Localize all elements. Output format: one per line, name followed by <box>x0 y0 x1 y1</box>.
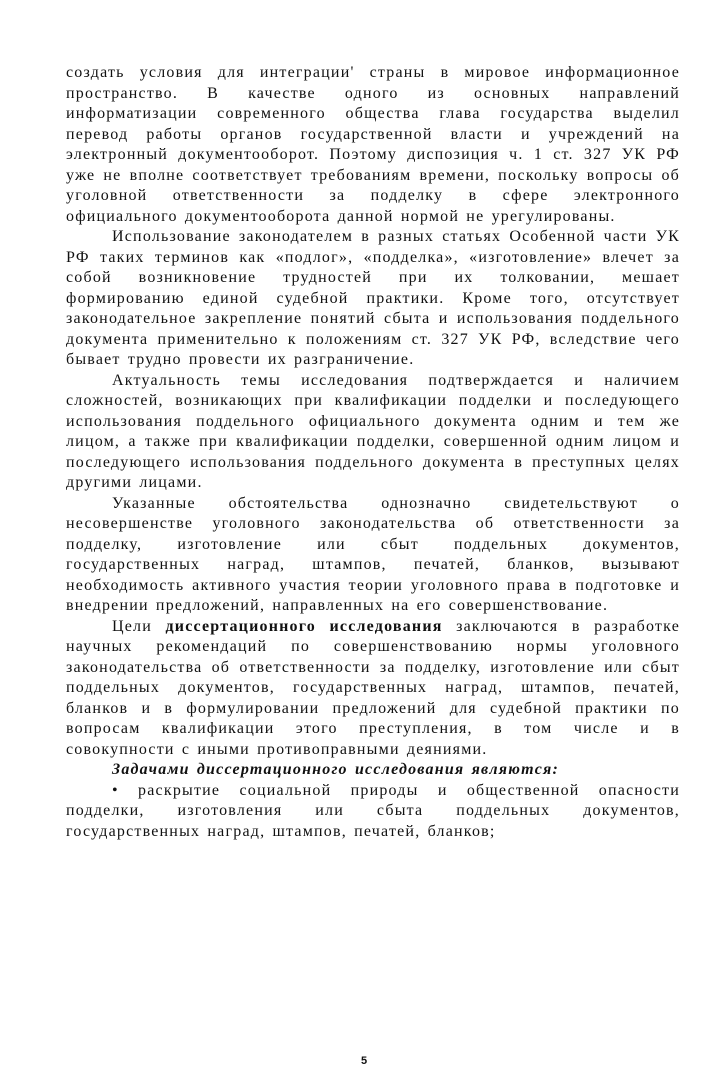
task-item-1: • раскрытие социальной природы и общественной опасности подделки, изготовления или сбыта поддельных документов, государственных наград, штампов, печатей, бланков; <box>66 781 680 840</box>
document-page <box>66 63 680 842</box>
paragraph-2: Использование законодателем в разных статьях Особенной части УК РФ таких терминов как «подлог», «подделка», «изготовление» влечет за собой возникновение трудностей при их толковании, мешает формированию единой судебной практики. Кроме того, отсутствует законодательное закрепление понятий сбыта и использования поддельного документа применительно к положениям ст. 327 УК РФ, вследствие чего бывает трудно провести их разграничение. <box>66 228 680 368</box>
paragraph-4: Указанные обстоятельства однозначно свидетельствуют о несовершенстве уголовного законодательства об ответственности за подделку, изготовление или сбыт поддельных документов, государственных наград, штампов, печатей, бланков, вызывают необходимость активного участия теории уголовного права в подготовке и внедрении предложений, направленных на его совершенствование. <box>66 494 680 614</box>
goals-paragraph <box>66 617 680 761</box>
tasks-heading: Задачами диссертационного исследования являются: <box>112 761 560 778</box>
goals-rest: заключаются в разработке научных рекомендаций по совершенствованию нормы уголовного законодательства об ответственности за подделку, изготовление или сбыт поддельных документов, государственных наград, штампов, печатей, бланков и в формулировании предложений для судебной практики по вопросам квалификации этого преступления, в том числе и в совокупности с иными противоправными деяниями. <box>66 617 681 758</box>
goals-bold-term: диссертационного исследования <box>165 617 443 635</box>
goals-lead: Цели <box>112 617 166 635</box>
paragraph-1: создать условия для интеграции' страны в мировое информационное пространство. В качестве одного из основных направлений информатизации современного общества глава государства выделил перевод работы органов государственной власти и учреждений на электронный документооборот. Поэтому диспозиция ч. 1 ст. 327 УК РФ уже не вполне соответствует требованиям времени, поскольку вопросы об уголовной ответственности за подделку в сфере электронного официального документооборота данной нормой не урегулированы. <box>66 64 680 225</box>
page-number: 5 <box>360 1055 368 1067</box>
paragraph-3: Актуальность темы исследования подтверждается и наличием сложностей, возникающих при квалификации подделки и последующего использования поддельного официального документа одним и тем же лицом, а также при квалификации подделки, совершенной одним лицом и последующего использования поддельного документа в преступных целях другими лицами. <box>66 371 680 491</box>
